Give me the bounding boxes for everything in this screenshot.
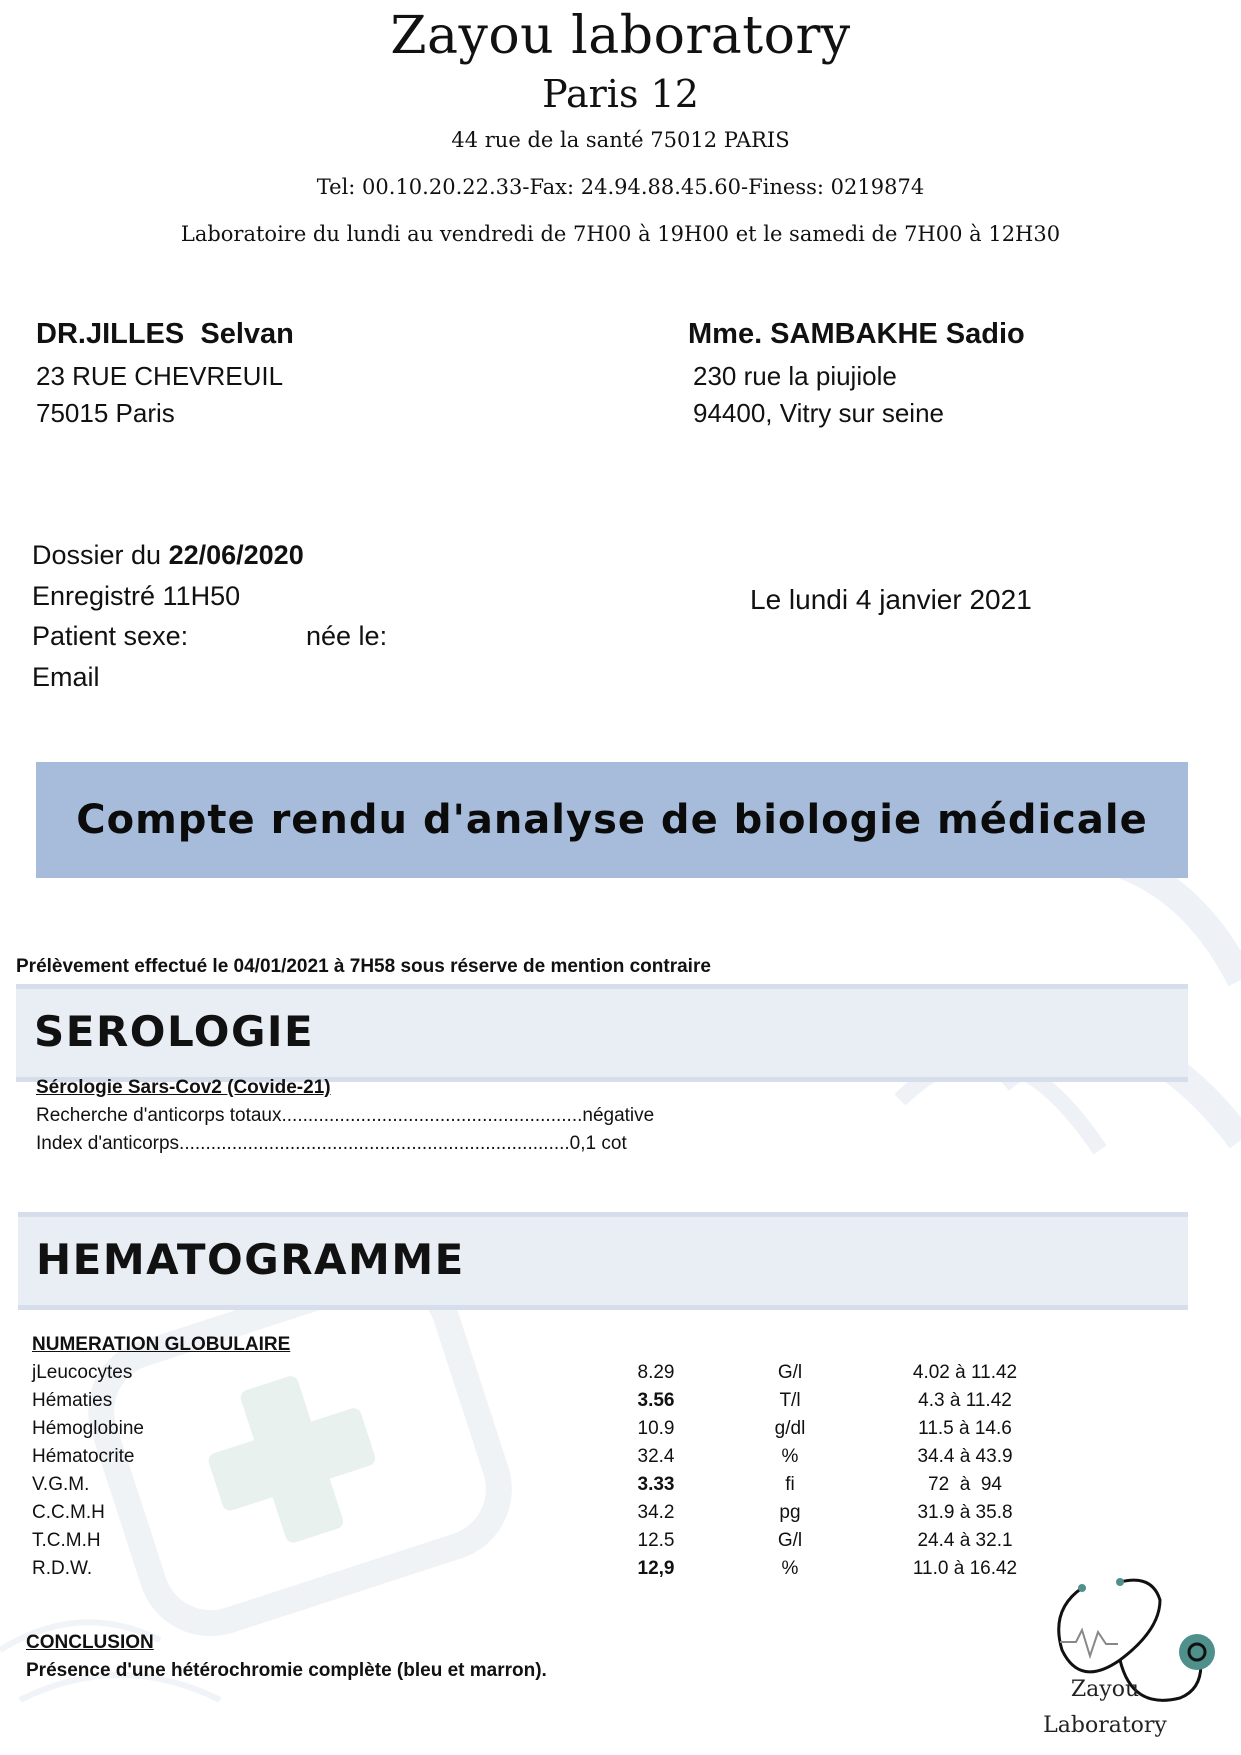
table-row <box>0 1362 1241 1390</box>
table-row <box>0 1530 1241 1558</box>
doctor-address-line1: 23 RUE CHEVREUIL <box>36 361 284 391</box>
row-name: Hémoglobine <box>32 1418 144 1439</box>
patient-address-line2: 94400, Vitry sur seine <box>693 398 944 428</box>
table-row <box>0 1418 1241 1446</box>
row-reference: 11.0 à 16.42 <box>912 1558 1018 1579</box>
patient-address-line1: 230 rue la piujiole <box>693 361 897 391</box>
row-name: C.C.M.H <box>32 1502 105 1523</box>
table-row <box>0 1446 1241 1474</box>
patient-name: Mme. SAMBAKHE Sadio <box>688 318 1025 350</box>
doctor-address-line2: 75015 Paris <box>36 398 175 428</box>
row-unit: fi <box>785 1474 795 1495</box>
row-reference: 11.5 à 14.6 <box>918 1418 1012 1439</box>
row-unit: G/l <box>777 1362 803 1383</box>
row-name: Hématocrite <box>32 1446 135 1467</box>
lab-contact: Tel: 00.10.20.22.33-Fax: 24.94.88.45.60-Finess: 0219874 <box>316 175 925 199</box>
registered-time: Enregistré 11H50 <box>32 581 241 611</box>
row-name: Hématies <box>32 1390 113 1411</box>
dossier-date: 22/06/2020 <box>168 540 304 570</box>
report-date: Le lundi 4 janvier 2021 <box>750 584 1032 615</box>
doctor-name: DR.JILLES Selvan <box>36 318 294 350</box>
row-value: 10.9 <box>637 1418 675 1439</box>
row-name: R.D.W. <box>32 1558 93 1579</box>
row-reference: 34.4 à 43.9 <box>917 1446 1013 1467</box>
row-unit: g/dl <box>774 1418 806 1439</box>
email-label: Email <box>32 662 100 692</box>
row-unit: % <box>781 1558 799 1579</box>
conclusion-text: Présence d'une hétérochromie complète (bleu et marron). <box>26 1660 547 1681</box>
hemato-header <box>18 1212 1188 1310</box>
row-value: 32.4 <box>637 1446 675 1467</box>
table-row <box>0 1474 1241 1502</box>
row-value: 34.2 <box>637 1502 675 1523</box>
lab-address: 44 rue de la santé 75012 PARIS <box>451 128 790 152</box>
row-unit: G/l <box>777 1530 803 1551</box>
table-row <box>0 1502 1241 1530</box>
row-value: 12.5 <box>637 1530 675 1551</box>
logo-line2: Laboratory <box>1043 1713 1167 1738</box>
serologie-title: SEROLOGIE <box>34 1007 315 1056</box>
row-reference: 31.9 à 35.8 <box>917 1502 1013 1523</box>
patient-block <box>688 318 1025 429</box>
row-value: 3.33 <box>637 1474 675 1495</box>
report-title: Compte rendu d'analyse de biologie médicale <box>76 797 1148 843</box>
row-unit: T/l <box>779 1390 801 1411</box>
serologie-subtitle: Sérologie Sars-Cov2 (Covide-21) <box>36 1077 331 1098</box>
row-unit: % <box>781 1446 799 1467</box>
serologie-header <box>16 984 1188 1082</box>
serologie-antibody-search: Recherche d'anticorps totaux.........................................................négative <box>36 1105 655 1126</box>
dossier-label: Dossier du <box>32 540 162 570</box>
row-unit: pg <box>779 1502 801 1523</box>
conclusion-title: CONCLUSION <box>26 1632 154 1653</box>
row-reference: 72 à 94 <box>928 1474 1002 1495</box>
row-reference: 24.4 à 32.1 <box>917 1530 1013 1551</box>
serologie-antibody-index: Index d'anticorps..........................................................................0,1 cot <box>36 1133 627 1154</box>
hemato-subtitle: NUMERATION GLOBULAIRE <box>32 1334 291 1355</box>
dossier-line <box>32 540 304 571</box>
sampling-note: Prélèvement effectué le 04/01/2021 à 7H58 sous réserve de mention contraire <box>16 956 711 977</box>
row-reference: 4.02 à 11.42 <box>912 1362 1018 1383</box>
lab-name: Zayou laboratory <box>390 6 851 66</box>
row-name: T.C.M.H <box>32 1530 101 1551</box>
hemato-title: HEMATOGRAMME <box>36 1235 465 1284</box>
lab-city: Paris 12 <box>542 72 699 116</box>
row-reference: 4.3 à 11.42 <box>918 1390 1012 1411</box>
row-value: 8.29 <box>637 1362 675 1383</box>
row-name: V.G.M. <box>32 1474 90 1495</box>
logo-text <box>1030 1672 1180 1744</box>
lab-hours: Laboratoire du lundi au vendredi de 7H00 à 19H00 et le samedi de 7H00 à 12H30 <box>180 222 1061 246</box>
patient-sex-label: Patient sexe: <box>32 621 189 651</box>
table-row <box>0 1390 1241 1418</box>
born-label: née le: <box>306 621 388 651</box>
doctor-block <box>36 318 294 429</box>
logo-line1: Zayou <box>1070 1677 1140 1702</box>
report-title-banner <box>36 762 1188 878</box>
row-value: 12,9 <box>637 1558 675 1579</box>
row-name: jLeucocytes <box>32 1362 133 1383</box>
row-value: 3.56 <box>637 1390 675 1411</box>
